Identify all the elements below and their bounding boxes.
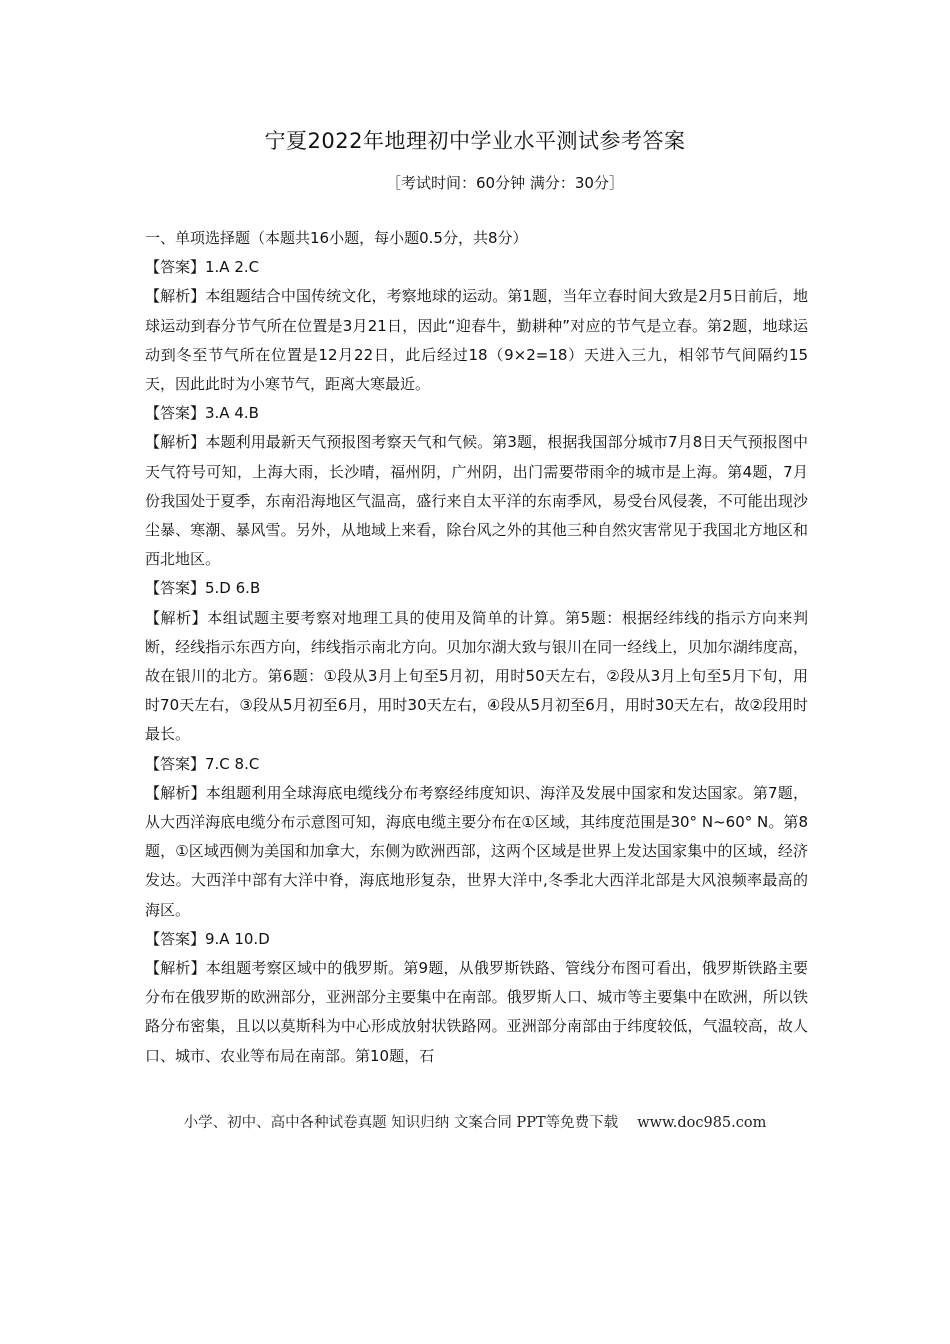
analysis-paragraph: 【解析】本题利用最新天气预报图考察天气和气候。第3题，根据我国部分城市7月8日天气预报图中天气符号可知，上海大雨，长沙晴，福州阴，广州阴，出门需要带雨伞的城市是上海。第4题，7月份我国处于夏季，东南沿海地区气温高，盛行来自太平洋的东南季风，易受台风侵袭，不可能出现沙尘暴、寒潮、暴风雪。另外，从地域上来看，除台风之外的其他三种自然灾害常见于我国北方地区和西北地区。 [145,433,808,569]
exam-info: ［考试时间：60分钟 满分：30分］ [386,174,624,192]
answer-line: 【答案】1.A 2.C [145,258,260,277]
answer-line: 【答案】9.A 10.D [145,929,270,948]
page-footer: 小学、初中、高中各种试卷真题 知识归纳 文案合同 PPT等免费下载 www.doc985.com [183,1115,767,1131]
document-title: 宁夏2022年地理初中学业水平测试参考答案 [264,129,686,153]
analysis-paragraph: 【解析】本组题考察区域中的俄罗斯。第9题，从俄罗斯铁路、管线分布图可看出，俄罗斯铁路主要分布在俄罗斯的欧洲部分，亚洲部分主要集中在南部。俄罗斯人口、城市等主要集中在欧洲，所以铁路分布密集，且以以莫斯科为中心形成放射状铁路网。亚洲部分南部由于纬度较低，气温较高，故人口、城市、农业等布局在南部。第10题，石 [145,959,808,1065]
document-body [145,224,808,1071]
analysis-paragraph: 【解析】本组题结合中国传统文化，考察地球的运动。第1题，当年立春时间大致是2月5日前后，地球运动到春分节气所在位置是3月21日，因此“迎春牛，勤耕种”对应的节气是立春。第2题，地球运动到冬至节气所在位置是12月22日，此后经过18（9×2=18）天进入三九，相邻节气间隔约15天，因此此时为小寒节气，距离大寒最近。 [145,287,808,394]
analysis-paragraph: 【解析】本组试题主要考察对地理工具的使用及简单的计算。第5题：根据经纬线的指示方向来判断，经线指示东西方向，纬线指示南北方向。贝加尔湖大致与银川在同一经线上，贝加尔湖纬度高，故在银川的北方。第6题：①段从3月上旬至5月初，用时50天左右，②段从3月上旬至5月下旬，用时70天左右，③段从5月初至6月，用时30天左右，④段从5月初至6月，用时30天左右，故②段用时最长。 [145,608,808,744]
section-heading: 一、单项选择题（本题共16小题，每小题0.5分，共8分） [145,229,528,247]
answer-line: 【答案】5.D 6.B [145,579,261,598]
analysis-paragraph: 【解析】本组题利用全球海底电缆线分布考察经纬度知识、海洋及发展中国家和发达国家。第7题，从大西洋海底电缆分布示意图可知，海底电缆主要分布在①区域，其纬度范围是30° N~60° N。第8题，①区域西侧为美国和加拿大，东侧为欧洲西部，这两个区域是世界上发达国家集中的区域，经济发达。大西洋中部有大洋中脊，海底地形复杂，世界大洋中,冬季北大西洋北部是大风浪频率最高的海区。 [145,783,808,919]
answer-line: 【答案】3.A 4.B [145,404,259,423]
answer-line: 【答案】7.C 8.C [145,754,260,773]
